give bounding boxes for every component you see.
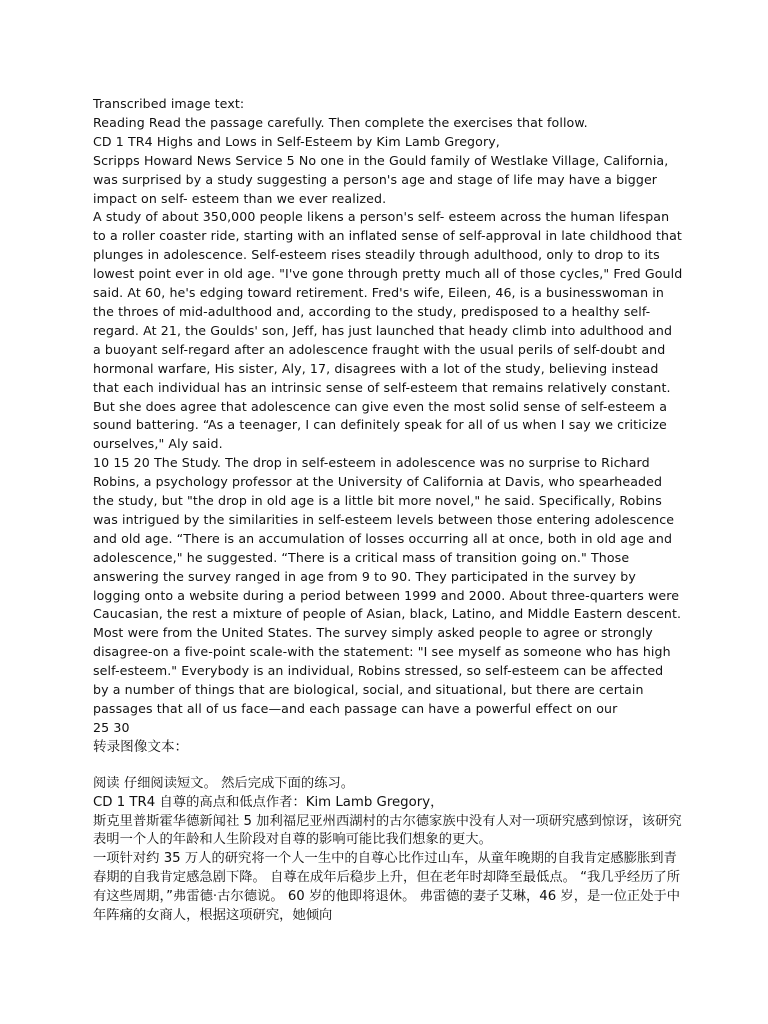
- english-heading: Transcribed image text:: [93, 96, 245, 111]
- chinese-paragraph: 阅读 仔细阅读短文。 然后完成下面的练习。: [93, 775, 355, 791]
- english-paragraph: Scripps Howard News Service 5 No one in the Gould family of Westlake Village, California, was surprised by a study suggesting a person's age and stage of life may have a bigger impact on self- esteem than we ever realized.: [93, 152, 669, 206]
- english-paragraph: Reading Read the passage carefully. Then complete the exercises that follow.: [93, 114, 588, 130]
- chinese-heading: 转录图像文本：: [93, 738, 189, 755]
- english-transcription: [93, 95, 683, 738]
- english-paragraph: A study of about 350,000 people likens a person's self- esteem across the human lifespan to a roller coaster ride, starting with an inflated sense of self-approval in late childhood that plunges in adolescence. Self-esteem rises steadily through adulthood, only to drop to its lowest point ever in old age. "I've gone through pretty much all of those cycles," Fred Gould said. At 60, he's edging toward retirement. Fred's wife, Eileen, 46, is a businesswoman in the throes of mid-adulthood and, according to the study, predisposed to a healthy self-regard. At 21, the Goulds' son, Jeff, has just launched that heady climb into adulthood and a buoyant self-regard after an adolescence fraught with the usual perils of self-doubt and hormonal warfare, His sister, Aly, 17, disagrees with a lot of the study, believing instead that each individual has an intrinsic sense of self-esteem that remains relatively constant. But she does agree that adolescence can give even the most solid sense of self-esteem a sound battering. “As a teenager, I can definitely speak for all of us when I say we criticize ourselves," Aly said.: [93, 209, 683, 452]
- english-paragraph: 25 30: [93, 719, 130, 735]
- chinese-transcription: [93, 738, 683, 926]
- document-page: [93, 95, 683, 926]
- chinese-paragraph: 斯克里普斯霍华德新闻社 5 加利福尼亚州西湖村的古尔德家族中没有人对一项研究感到惊讶，该研究表明一个人的年龄和人生阶段对自尊的影响可能比我们想象的更大。: [93, 813, 682, 848]
- english-paragraph: CD 1 TR4 Highs and Lows in Self-Esteem by Kim Lamb Gregory,: [93, 133, 500, 149]
- chinese-paragraph: 一项针对约 35 万人的研究将一个人一生中的自尊心比作过山车，从童年晚期的自我肯定感膨胀到青春期的自我肯定感急剧下降。 自尊在成年后稳步上升，但在老年时却降至最低点。 “我几乎经历了所有这些周期，”弗雷德·古尔德说。 60 岁的他即将退休。 弗雷德的妻子艾琳，46 岁，是一位正处于中年阵痛的女商人，根据这项研究，她倾向: [93, 851, 681, 924]
- english-paragraph: 10 15 20 The Study. The drop in self-esteem in adolescence was no surprise to Richard Robins, a psychology professor at the University of California at Davis, who spearheaded the study, but "the drop in old age is a little bit more novel," he said. Specifically, Robins was intrigued by the similarities in self-esteem levels between those entering adolescence and old age. “There is an accumulation of losses occurring all at once, both in old age and adolescence," he suggested. “There is a critical mass of transition going on." Those answering the survey ranged in age from 9 to 90. They participated in the survey by logging onto a website during a period between 1999 and 2000. About three-quarters were Caucasian, the rest a mixture of people of Asian, black, Latino, and Middle Eastern descent. Most were from the United States. The survey simply asked people to agree or strongly disagree-on a five-point scale-with the statement: "I see myself as someone who has high self-esteem." Everybody is an individual, Robins stressed, so self-esteem can be affected by a number of things that are biological, social, and situational, but there are certain passages that all of us face—and each passage can have a powerful effect on our: [93, 455, 682, 716]
- chinese-paragraph: CD 1 TR4 自尊的高点和低点作者：Kim Lamb Gregory，: [93, 794, 444, 810]
